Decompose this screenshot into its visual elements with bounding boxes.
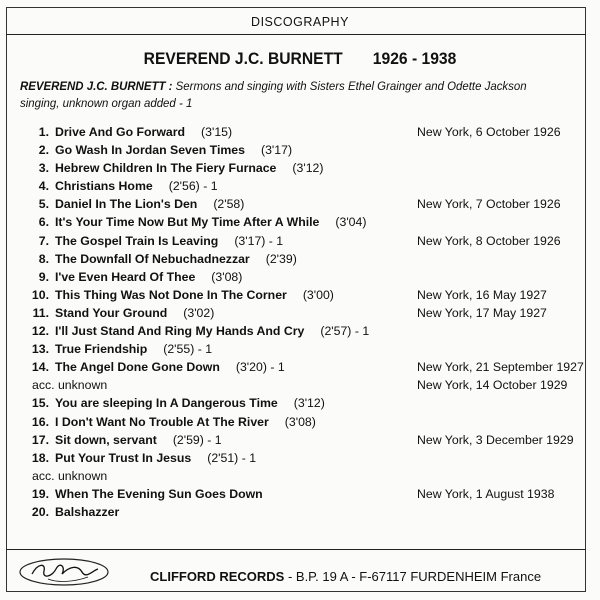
- track-duration: (2'51) - 1: [207, 450, 257, 465]
- track-title: [55, 505, 119, 519]
- track-row: [20, 342, 580, 360]
- track-duration: (3'15): [201, 125, 233, 139]
- track-title: [55, 306, 214, 320]
- track-row: [20, 360, 584, 378]
- track-title: [55, 288, 334, 302]
- track-title-text: Daniel In The Lion's Den: [55, 197, 198, 212]
- track-title-text: Christians Home: [55, 179, 153, 194]
- accompaniment-note: acc. unknown: [32, 468, 108, 483]
- track-row: [20, 270, 580, 288]
- recording-place-date: New York, 8 October 1926: [417, 233, 561, 248]
- track-number: 19.: [31, 486, 49, 501]
- track-title-text: Drive And Go Forward: [55, 125, 186, 139]
- recording-place-date: New York, 6 October 1926: [417, 125, 561, 139]
- track-number: 5.: [38, 197, 49, 212]
- track-row: [20, 487, 580, 505]
- track-title-text: I'll Just Stand And Ring My Hands And Cry: [55, 324, 305, 339]
- recording-place-date: New York, 3 December 1929: [417, 432, 574, 447]
- track-title: [55, 415, 316, 429]
- track-title: [55, 324, 369, 338]
- footer-divider: [6, 549, 586, 550]
- publisher-name: CLIFFORD RECORDS: [150, 569, 285, 584]
- track-title: [55, 197, 244, 211]
- track-list: [20, 125, 584, 523]
- track-title-text: It's Your Time Now But My Time After A While: [55, 215, 320, 230]
- track-title: [55, 342, 212, 356]
- track-row: [20, 125, 580, 143]
- track-row: [20, 433, 580, 451]
- track-title: [55, 451, 256, 465]
- recording-place-date: New York, 16 May 1927: [417, 287, 547, 302]
- track-title: [55, 234, 283, 248]
- track-number: 11.: [32, 305, 49, 320]
- publisher-address: - B.P. 19 A - F-67117 FURDENHEIM France: [284, 569, 542, 584]
- track-title: [55, 396, 325, 410]
- track-title-text: Stand Your Ground: [55, 305, 168, 320]
- track-duration: (3'20) - 1: [235, 360, 285, 375]
- track-row: [20, 179, 580, 197]
- track-duration: (3'12): [292, 161, 324, 176]
- track-duration: (3'17) - 1: [234, 233, 284, 248]
- track-duration: (2'57) - 1: [320, 324, 370, 339]
- track-duration: (2'39): [265, 251, 297, 266]
- track-row: [20, 415, 580, 433]
- track-title: [55, 125, 232, 139]
- recording-place-date: New York, 17 May 1927: [417, 305, 547, 320]
- year-range: 1926 - 1938: [372, 49, 457, 68]
- track-row: [20, 197, 580, 215]
- track-title-text: You are sleeping In A Dangerous Time: [55, 396, 278, 411]
- track-number: 10.: [31, 287, 49, 302]
- accompaniment-note-row: [20, 469, 580, 487]
- track-number: 15.: [31, 396, 49, 411]
- track-number: 8.: [38, 251, 49, 266]
- publisher-line: [150, 569, 541, 584]
- track-duration: (2'55) - 1: [163, 342, 213, 357]
- track-row: [20, 505, 580, 523]
- track-duration: (3'00): [302, 287, 334, 302]
- track-row: [20, 234, 580, 252]
- recording-place-date: New York, 7 October 1926: [417, 197, 561, 212]
- track-title-text: Hebrew Children In The Fiery Furnace: [55, 161, 277, 176]
- track-number: 12.: [31, 324, 49, 339]
- track-number: 9.: [38, 269, 49, 284]
- track-number: 2.: [38, 143, 49, 158]
- track-title-text: I Don't Want No Trouble At The River: [55, 414, 269, 429]
- track-duration: (3'08): [284, 414, 316, 429]
- track-duration: (3'08): [211, 269, 243, 284]
- track-row: [20, 306, 580, 324]
- clifford-logo-icon: [18, 557, 110, 587]
- track-title: [55, 433, 222, 447]
- track-title-text: Balshazzer: [55, 504, 120, 519]
- track-row: [20, 161, 580, 179]
- track-title-text: This Thing Was Not Done In The Corner: [55, 287, 287, 302]
- track-duration: (3'12): [293, 396, 325, 411]
- track-title: [55, 270, 242, 284]
- track-row: [20, 215, 580, 233]
- section-label: DISCOGRAPHY: [251, 15, 349, 29]
- track-number: 1.: [38, 125, 49, 139]
- track-title: [55, 360, 285, 374]
- track-row: [20, 324, 580, 342]
- recording-place-date: New York, 14 October 1929: [417, 378, 568, 393]
- track-title-text: The Angel Done Gone Down: [55, 360, 220, 375]
- session-text: Sermons and singing with Sisters Ethel Grainger and Odette Jackson singing, unknown organ added - 1: [20, 79, 527, 110]
- track-duration: (3'02): [183, 305, 215, 320]
- track-duration: (2'58): [213, 197, 245, 212]
- session-description: [20, 78, 541, 112]
- recording-place-date: New York, 21 September 1927: [417, 360, 584, 375]
- track-title-text: When The Evening Sun Goes Down: [55, 486, 263, 501]
- track-title: [55, 252, 297, 266]
- track-number: 18.: [31, 450, 49, 465]
- track-row: [20, 252, 580, 270]
- track-number: 3.: [38, 161, 49, 176]
- track-duration: (3'04): [335, 215, 367, 230]
- track-title-text: Put Your Trust In Jesus: [55, 450, 192, 465]
- track-number: 7.: [38, 233, 49, 248]
- artist-name: REVEREND J.C. BURNETT: [143, 49, 343, 68]
- track-row: [20, 396, 580, 414]
- recording-place-date: New York, 1 August 1938: [417, 486, 555, 501]
- track-title: [55, 215, 366, 229]
- track-title-text: Sit down, servant: [55, 432, 157, 447]
- track-number: 16.: [31, 414, 49, 429]
- track-title-text: Go Wash In Jordan Seven Times: [55, 143, 245, 158]
- track-title: [55, 179, 218, 193]
- track-row: [20, 288, 580, 306]
- track-duration: (2'56) - 1: [168, 179, 218, 194]
- track-title: [55, 487, 263, 501]
- track-row: [20, 143, 580, 161]
- track-title-text: The Downfall Of Nebuchadnezzar: [55, 251, 250, 266]
- track-number: 17.: [31, 432, 49, 447]
- page-title: [24, 49, 576, 69]
- track-duration: (2'59) - 1: [172, 432, 222, 447]
- session-lead: REVEREND J.C. BURNETT :: [20, 79, 173, 93]
- accompaniment-note-row: [20, 378, 580, 396]
- track-number: 20.: [31, 504, 49, 519]
- track-number: 4.: [38, 179, 49, 194]
- track-title-text: I've Even Heard Of Thee: [55, 269, 196, 284]
- track-title-text: The Gospel Train Is Leaving: [55, 233, 219, 248]
- track-title-text: True Friendship: [55, 342, 148, 357]
- track-row: [20, 451, 580, 469]
- track-title: [55, 143, 292, 157]
- track-duration: (3'17): [260, 143, 293, 158]
- track-number: 14.: [31, 360, 49, 375]
- track-number: 13.: [31, 342, 49, 357]
- track-number: 6.: [38, 215, 49, 230]
- accompaniment-note: acc. unknown: [32, 378, 108, 393]
- track-title: [55, 161, 323, 175]
